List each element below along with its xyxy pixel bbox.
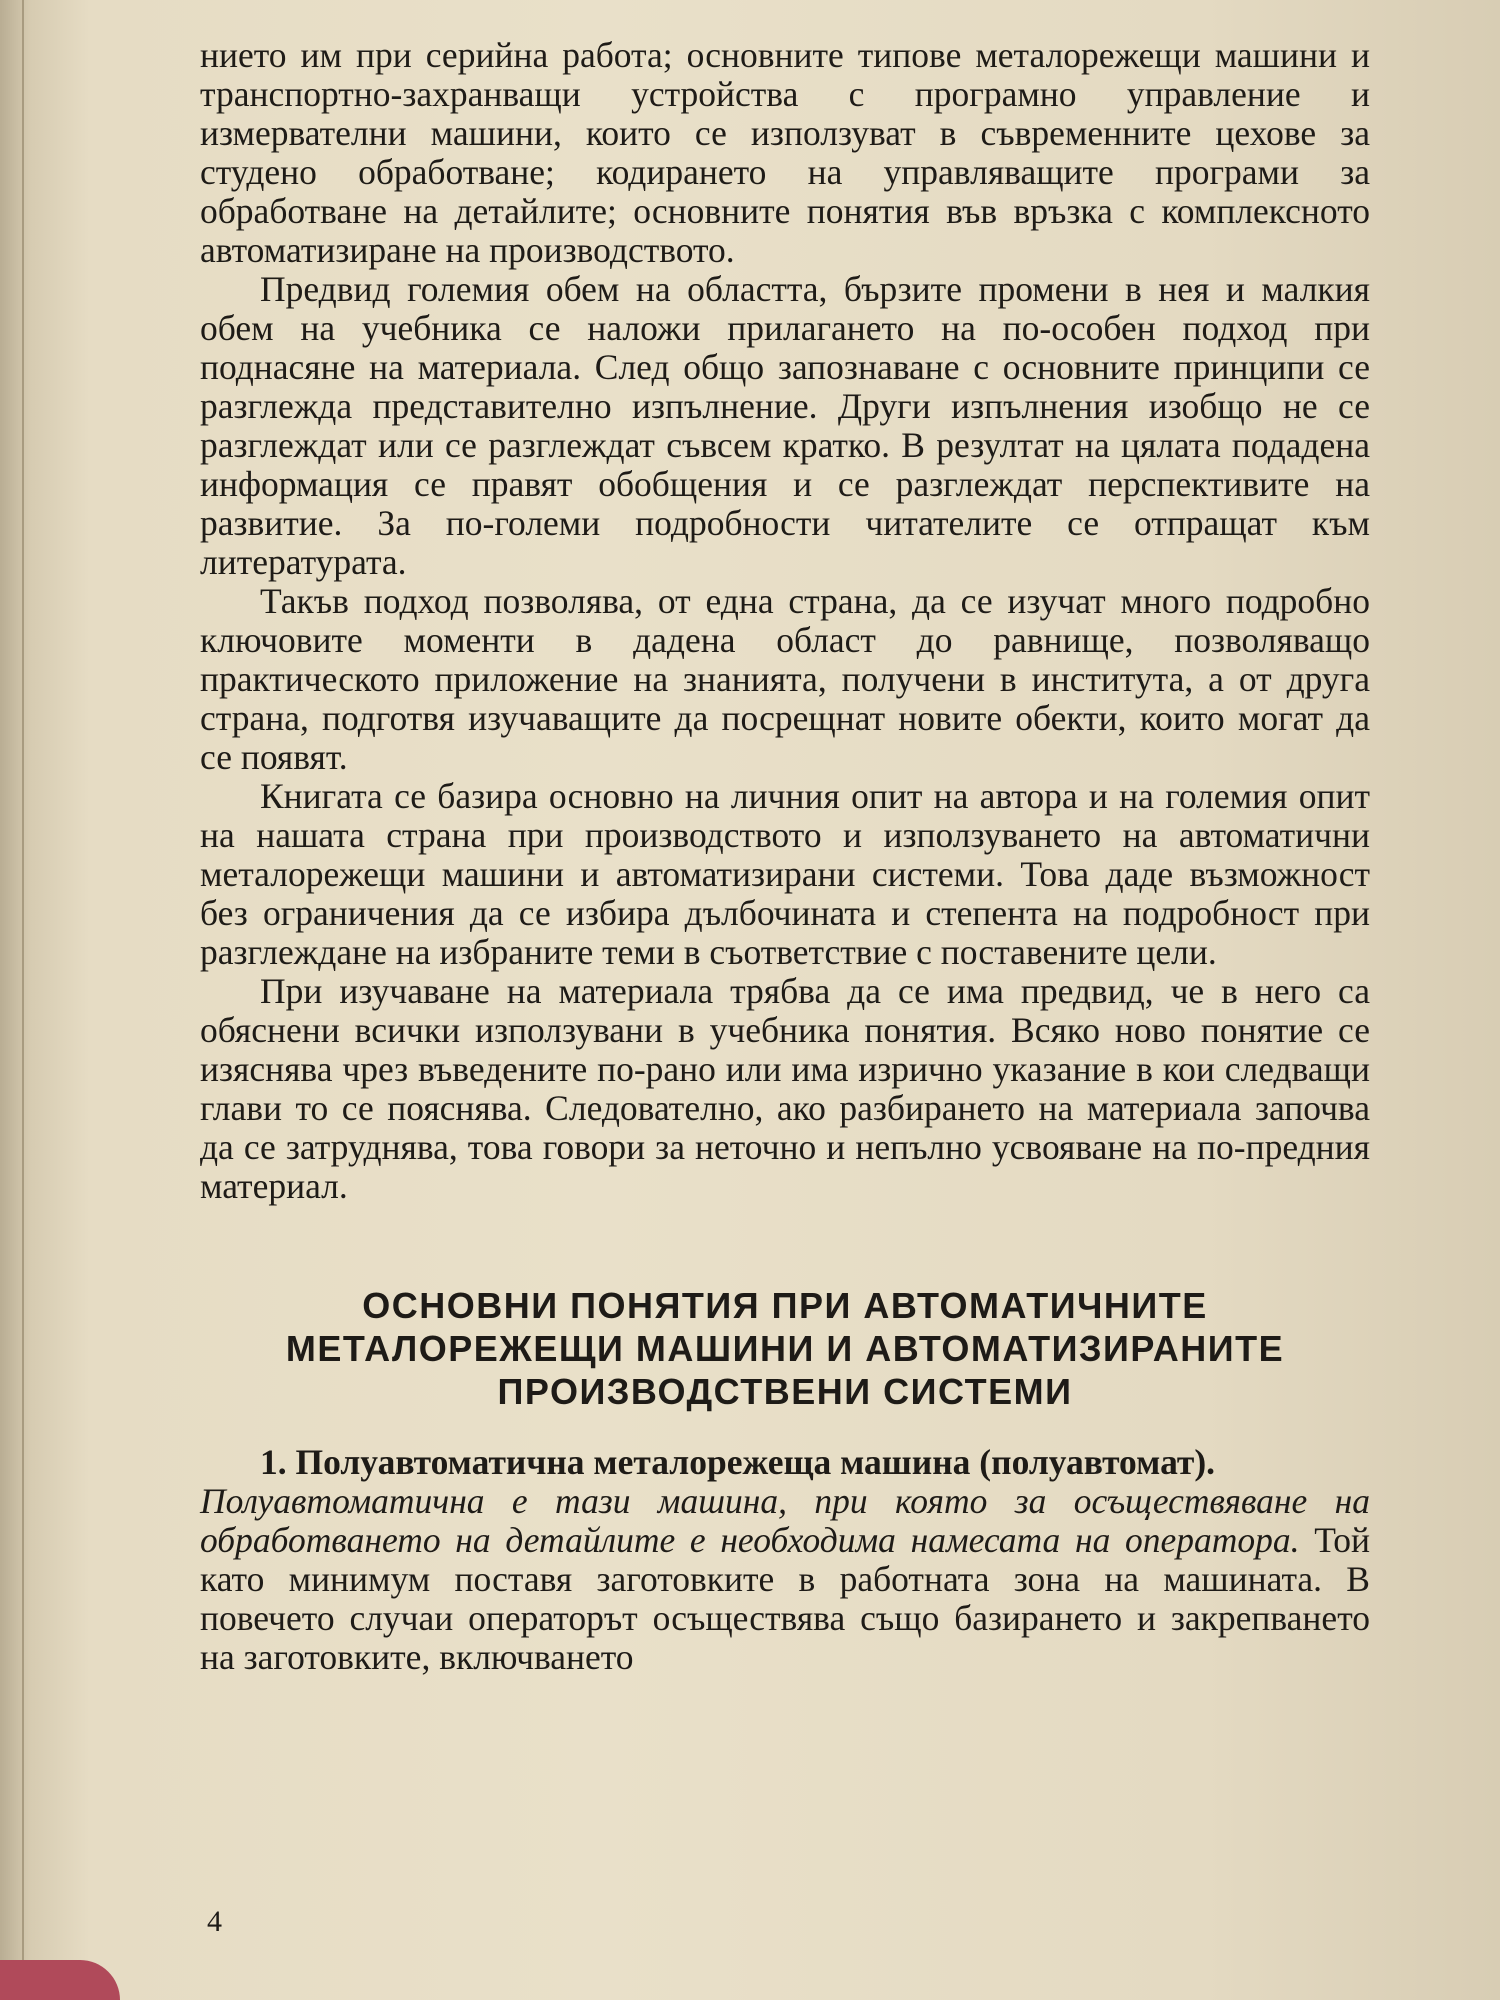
chapter-title-line-3: ПРОИЗВОДСТВЕНИ СИСТЕМИ (497, 1371, 1073, 1412)
chapter-title (200, 1284, 1370, 1413)
paragraph-3: Такъв подход позволява, от една страна, да се изучат много подробно ключовите моменти в дадена област до равнище, позволяващо практическото приложение на знанията, получени в института, а от друга страна, подготвя изучаващите да посрещнат новите обекти, които могат да се появят. (200, 581, 1370, 777)
paragraph-4: Книгата се базира основно на личния опит на автора и на големия опит на нашата страна при производството и използуването на автоматични металорежещи машини и автоматизирани системи. Това даде възможност без ограничения да се избира дълбочината и степента на подробност при разглеждане на избраните теми в съответствие с поставените цели. (200, 776, 1370, 972)
section-1 (200, 1443, 1370, 1677)
page-text (200, 36, 1370, 1677)
paragraph-5: При изучаване на материала трябва да се има предвид, че в него са обяснени всички използувани в учебника понятия. Всяко ново понятие се изяснява чрез въведените по-рано или има изрично указание в кои следващи глави то се пояснява. Следователно, ако разбирането на материала започва да се затруднява, това говори за неточно и непълно усвояване на по-предния материал. (200, 971, 1370, 1206)
book-spine (22, 0, 24, 2000)
chapter-title-line-2: МЕТАЛОРЕЖЕЩИ МАШИНИ И АВТОМАТИЗИРАНИТЕ (285, 1328, 1285, 1369)
section-body-text: Той като минимум поставя заготовките в работната зона на машината. В повечето случаи операторът осъществява също базирането и закрепването на заготовките, включването (200, 1520, 1371, 1677)
bookmark-ribbon (0, 1960, 120, 2000)
page-number: 4 (207, 1905, 222, 1938)
paragraph-2: Предвид големия обем на областта, бързите промени в нея и малкия обем на учебника се наложи прилагането на по-особен подход при поднасяне на материала. След общо запознаване с основните принципи се разглежда представително изпълнение. Други изпълнения изобщо не се разглеждат или се разглеждат съвсем кратко. В резултат на цялата подадена информация се правят обобщения и се разглеждат перспективите на развитие. За по-големи подробности читателите се отпращат към литературата. (200, 269, 1370, 582)
definition-text: Полуавтоматична е тази машина, при която за осъществяване на обработването на детайлите е необходима намесата на оператора. (200, 1481, 1370, 1560)
chapter-title-line-1: ОСНОВНИ ПОНЯТИЯ ПРИ АВТОМАТИЧНИТЕ (362, 1285, 1208, 1326)
paragraph-1: нието им при серийна работа; основните типове металорежещи машини и транспортно-захранващи устройства с програмно управление и измервателни машини, които се използуват в съвременните цехове за студено обработване; кодирането на управляващите програми за обработване на детайлите; основните понятия във връзка с комплексното автоматизиране на производството. (200, 35, 1370, 270)
section-heading: 1. Полуавтоматична металорежеща машина (полуавтомат). (260, 1442, 1216, 1482)
